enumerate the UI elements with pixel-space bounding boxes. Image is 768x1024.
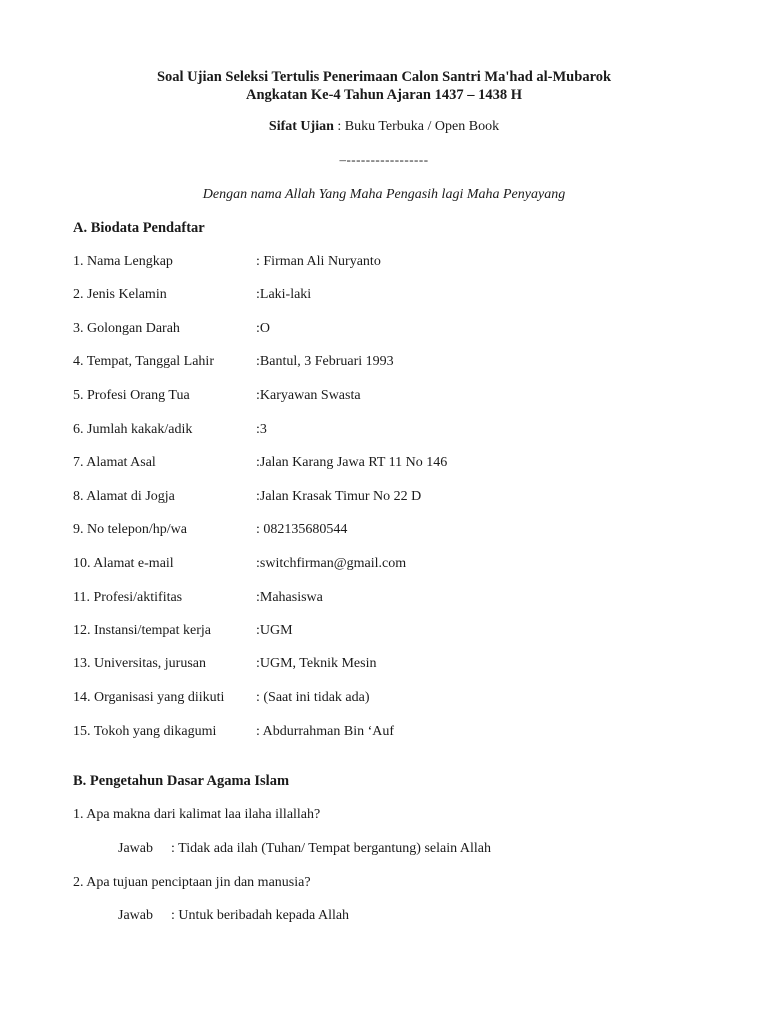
biodata-label: 7. Alamat Asal (73, 455, 156, 470)
biodata-value: :Jalan Karang Jawa RT 11 No 146 (256, 455, 448, 470)
biodata-value: :switchfirman@gmail.com (256, 556, 407, 571)
biodata-row (73, 590, 693, 610)
biodata-row (73, 690, 693, 710)
answer-key: Jawab (118, 908, 153, 923)
biodata-value: : Abdurrahman Bin ‘Auf (256, 724, 395, 739)
exam-nature-label: Sifat Ujian (268, 119, 334, 134)
section-a-title: A. Biodata Pendaftar (73, 220, 205, 236)
biodata-row (73, 422, 693, 442)
biodata-label: 2. Jenis Kelamin (73, 287, 167, 302)
biodata-row (73, 388, 693, 408)
biodata-label: 1. Nama Lengkap (73, 254, 173, 269)
biodata-label: 9. No telepon/hp/wa (73, 522, 187, 537)
biodata-label: 15. Tokoh yang dikagumi (73, 724, 217, 739)
biodata-value: :UGM, Teknik Mesin (256, 656, 377, 671)
biodata-row (73, 287, 693, 307)
biodata-row (73, 724, 693, 744)
biodata-value: : 082135680544 (256, 522, 348, 537)
exam-nature-value: : Buku Terbuka / Open Book (333, 119, 500, 134)
biodata-value: : Firman Ali Nuryanto (256, 254, 381, 269)
biodata-value: : (Saat ini tidak ada) (256, 690, 370, 705)
answer-key: Jawab (118, 841, 153, 856)
biodata-label: 6. Jumlah kakak/adik (73, 422, 193, 437)
biodata-row (73, 489, 693, 509)
biodata-label: 10. Alamat e-mail (73, 556, 174, 571)
answer-text: : Untuk beribadah kepada Allah (171, 908, 350, 923)
biodata-row (73, 254, 693, 274)
biodata-row (73, 623, 693, 643)
question-text: 1. Apa makna dari kalimat laa ilaha illallah? (73, 807, 321, 822)
answer-line (118, 841, 491, 857)
biodata-value: :O (256, 321, 270, 336)
biodata-label: 14. Organisasi yang diikuti (73, 690, 225, 705)
document-title-line2: Angkatan Ke-4 Tahun Ajaran 1437 – 1438 H (246, 87, 522, 103)
biodata-value: :Mahasiswa (256, 590, 323, 605)
biodata-row (73, 556, 693, 576)
biodata-label: 4. Tempat, Tanggal Lahir (73, 354, 214, 369)
biodata-row (73, 321, 693, 341)
basmala-text: Dengan nama Allah Yang Maha Pengasih lagi Maha Penyayang (202, 187, 566, 202)
biodata-value: :Karyawan Swasta (256, 388, 361, 403)
biodata-row (73, 455, 693, 475)
biodata-label: 5. Profesi Orang Tua (73, 388, 190, 403)
biodata-label: 12. Instansi/tempat kerja (73, 623, 212, 638)
biodata-label: 13. Universitas, jurusan (73, 656, 206, 671)
biodata-row (73, 354, 693, 374)
biodata-value: :Laki-laki (256, 287, 312, 302)
biodata-value: :Jalan Krasak Timur No 22 D (256, 489, 422, 504)
document-title-line1: Soal Ujian Seleksi Tertulis Penerimaan Calon Santri Ma'had al-Mubarok (156, 69, 612, 85)
biodata-label: 8. Alamat di Jogja (73, 489, 175, 504)
question-text: 2. Apa tujuan penciptaan jin dan manusia? (73, 875, 311, 890)
biodata-value: :UGM (256, 623, 293, 638)
biodata-row (73, 656, 693, 676)
divider-line: –----------------- (339, 152, 429, 167)
biodata-label: 11. Profesi/aktifitas (73, 590, 183, 605)
answer-text: : Tidak ada ilah (Tuhan/ Tempat bergantung) selain Allah (171, 841, 491, 856)
biodata-value: :Bantul, 3 Februari 1993 (256, 354, 394, 369)
biodata-value: :3 (256, 422, 267, 437)
answer-line (118, 908, 349, 924)
exam-nature (0, 119, 768, 135)
section-b-title: B. Pengetahun Dasar Agama Islam (73, 773, 290, 789)
biodata-label: 3. Golongan Darah (73, 321, 180, 336)
biodata-row (73, 522, 693, 542)
